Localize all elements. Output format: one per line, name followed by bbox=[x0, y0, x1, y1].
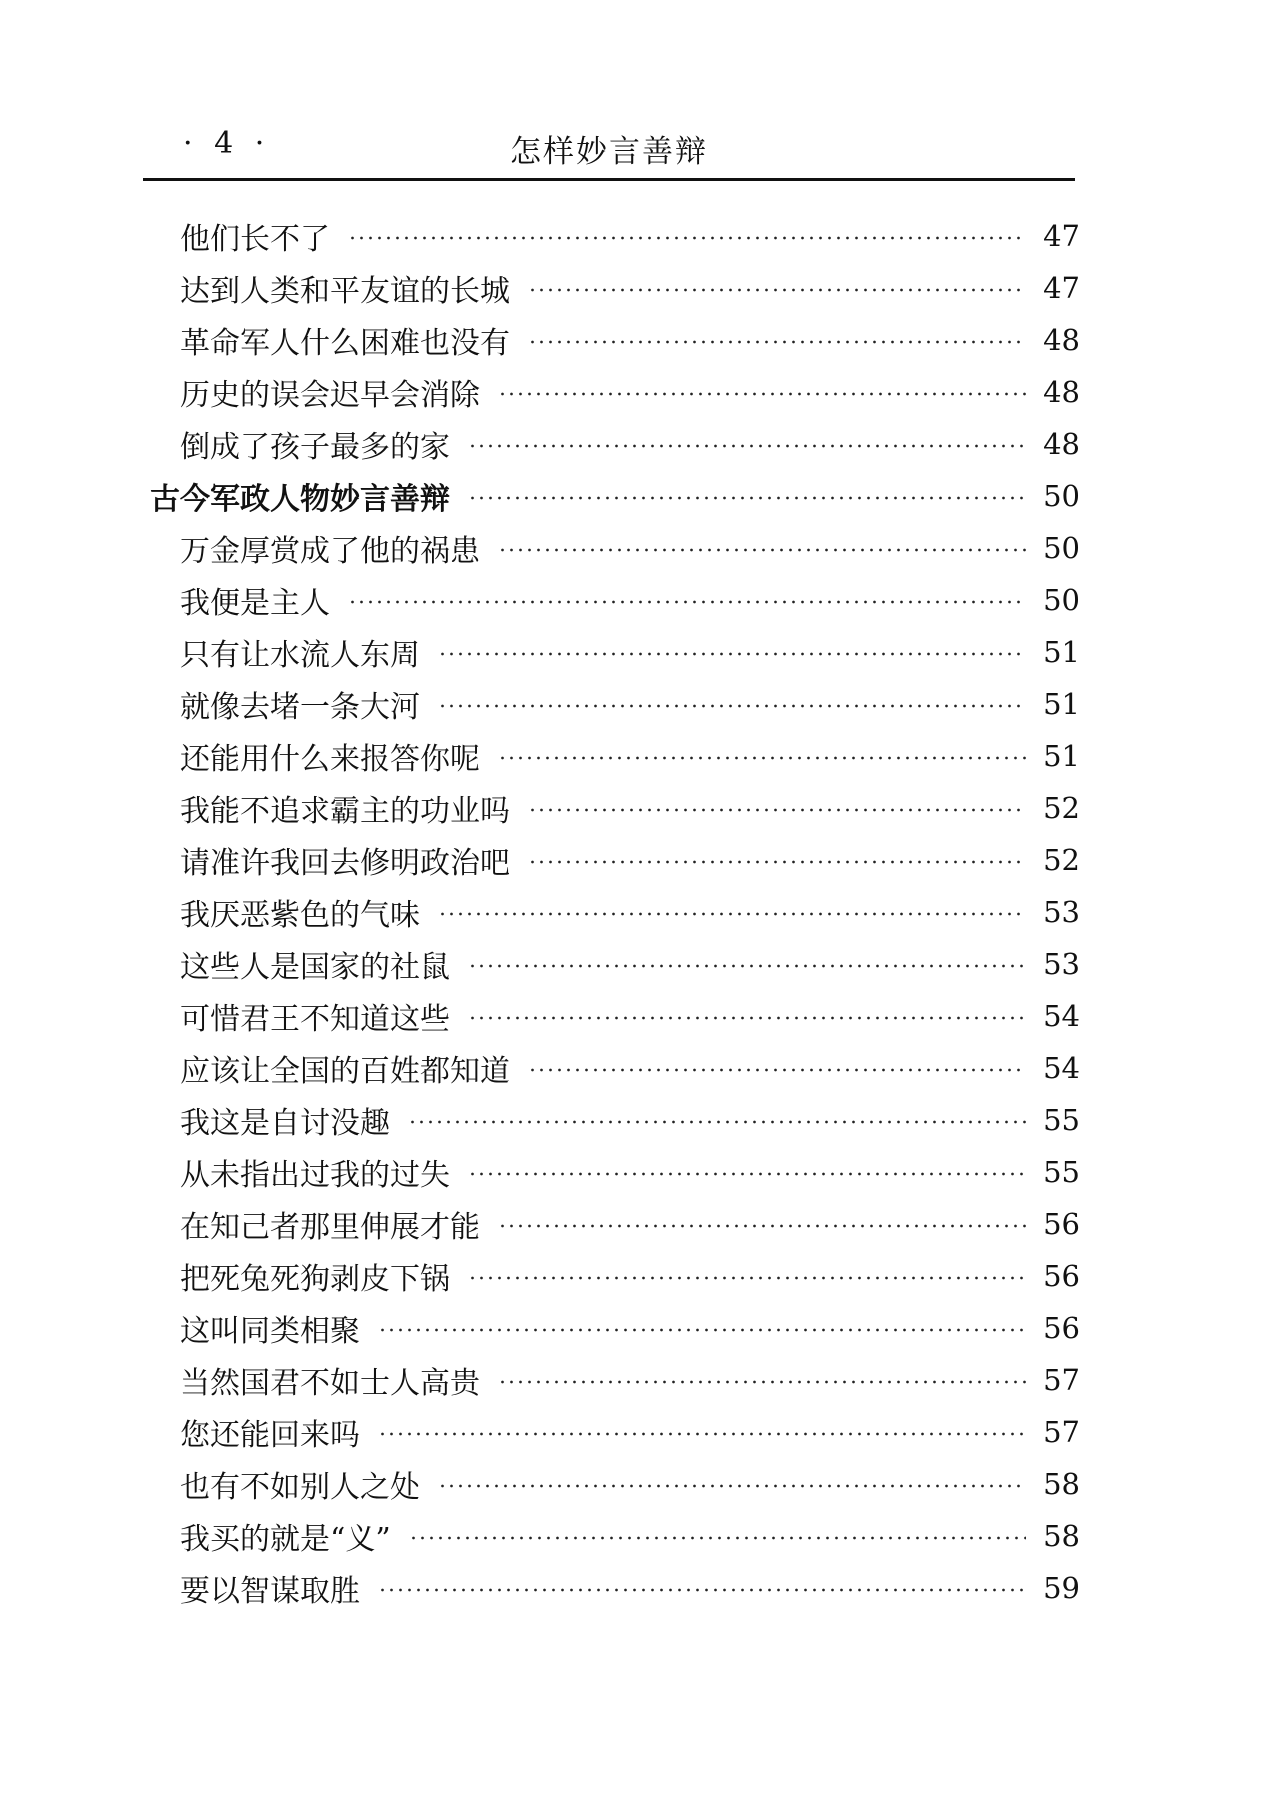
toc-entry-title: 革命军人什么困难也没有 bbox=[180, 326, 510, 361]
dot-leader bbox=[468, 496, 1026, 500]
toc-entry-title: 我买的就是“义” bbox=[180, 1522, 391, 1557]
toc-section-row bbox=[150, 470, 1080, 522]
toc-entry-row bbox=[150, 938, 1080, 990]
toc-entry-row bbox=[150, 678, 1080, 730]
dot-leader bbox=[528, 340, 1026, 344]
dot-leader bbox=[468, 1016, 1026, 1020]
toc-entry-title: 也有不如别人之处 bbox=[180, 1470, 420, 1505]
toc-page-number: 55 bbox=[1043, 1155, 1080, 1189]
toc-entry-row bbox=[150, 1094, 1080, 1146]
dot-leader bbox=[498, 1380, 1026, 1384]
dot-leader bbox=[498, 392, 1026, 396]
dot-leader bbox=[438, 652, 1026, 656]
toc-page-number: 52 bbox=[1043, 791, 1080, 825]
toc-page-number: 57 bbox=[1043, 1363, 1080, 1397]
toc-page-number: 51 bbox=[1043, 687, 1080, 721]
toc-entry-title: 古今军政人物妙言善辩 bbox=[150, 482, 450, 517]
toc-page-number: 59 bbox=[1043, 1571, 1080, 1605]
toc-entry-title: 请准许我回去修明政治吧 bbox=[180, 846, 510, 881]
toc-entry-row bbox=[150, 1042, 1080, 1094]
dot-leader bbox=[348, 600, 1026, 604]
toc-entry-row bbox=[150, 782, 1080, 834]
dot-leader bbox=[528, 1068, 1026, 1072]
toc-page-number: 50 bbox=[1043, 531, 1080, 565]
toc-entry-row bbox=[150, 418, 1080, 470]
toc-entry-title: 倒成了孩子最多的家 bbox=[180, 430, 450, 465]
dot-leader bbox=[378, 1588, 1026, 1592]
dot-leader bbox=[378, 1328, 1026, 1332]
toc-entry-title: 只有让水流人东周 bbox=[180, 638, 420, 673]
toc-entry-title: 您还能回来吗 bbox=[180, 1418, 360, 1453]
toc-entry-title: 我能不追求霸主的功业吗 bbox=[180, 794, 510, 829]
dot-leader bbox=[498, 756, 1026, 760]
toc-entry-title: 把死兔死狗剥皮下锅 bbox=[180, 1262, 450, 1297]
toc-entry-row bbox=[150, 1146, 1080, 1198]
toc-entry-title: 历史的误会迟早会消除 bbox=[180, 378, 480, 413]
dot-leader bbox=[409, 1536, 1026, 1540]
toc-entry-row bbox=[150, 730, 1080, 782]
dot-leader bbox=[348, 236, 1026, 240]
dot-leader bbox=[438, 704, 1026, 708]
dot-leader bbox=[498, 1224, 1026, 1228]
toc-entry-title: 可惜君王不知道这些 bbox=[180, 1002, 450, 1037]
toc-page-number: 50 bbox=[1043, 583, 1080, 617]
toc-entry-title: 我便是主人 bbox=[180, 586, 330, 621]
page-number: · 4 · bbox=[183, 126, 271, 161]
toc-entry-title: 在知己者那里伸展才能 bbox=[180, 1210, 480, 1245]
toc-page-number: 57 bbox=[1043, 1415, 1080, 1449]
toc-entry-row bbox=[150, 1510, 1080, 1562]
dot-leader bbox=[528, 288, 1026, 292]
toc-page-number: 56 bbox=[1043, 1311, 1080, 1345]
dot-leader bbox=[498, 548, 1026, 552]
toc-page-number: 51 bbox=[1043, 739, 1080, 773]
toc-page-number: 56 bbox=[1043, 1207, 1080, 1241]
dot-leader bbox=[468, 1172, 1026, 1176]
toc-entry-row bbox=[150, 1458, 1080, 1510]
toc-entry-row bbox=[150, 366, 1080, 418]
toc-entry-row bbox=[150, 574, 1080, 626]
toc-entry-title: 从未指出过我的过失 bbox=[180, 1158, 450, 1193]
toc-entry-title: 这叫同类相聚 bbox=[180, 1314, 360, 1349]
toc-page-number: 47 bbox=[1043, 219, 1080, 253]
dot-leader bbox=[438, 1484, 1026, 1488]
toc-entry-row bbox=[150, 1250, 1080, 1302]
toc-page-number: 58 bbox=[1043, 1519, 1080, 1553]
toc-entry-row bbox=[150, 210, 1080, 262]
toc-entry-title: 要以智谋取胜 bbox=[180, 1574, 360, 1609]
toc-page-number: 55 bbox=[1043, 1103, 1080, 1137]
running-title: 怎样妙言善辩 bbox=[510, 134, 708, 170]
toc-entry-row bbox=[150, 990, 1080, 1042]
toc-entry-row bbox=[150, 1406, 1080, 1458]
toc-entry-title: 万金厚赏成了他的祸患 bbox=[180, 534, 480, 569]
toc-entry-title: 他们长不了 bbox=[180, 222, 330, 257]
toc-page-number: 48 bbox=[1043, 427, 1080, 461]
toc-page-number: 51 bbox=[1043, 635, 1080, 669]
toc-entry-row bbox=[150, 1302, 1080, 1354]
toc-entry-row bbox=[150, 1562, 1080, 1614]
toc-page-number: 48 bbox=[1043, 323, 1080, 357]
toc-entry-row bbox=[150, 834, 1080, 886]
toc-entry-row bbox=[150, 522, 1080, 574]
toc-page-number: 53 bbox=[1043, 947, 1080, 981]
toc-page-number: 47 bbox=[1043, 271, 1080, 305]
toc-entry-row bbox=[150, 626, 1080, 678]
toc-entry-row bbox=[150, 1354, 1080, 1406]
toc-page-number: 53 bbox=[1043, 895, 1080, 929]
dot-leader bbox=[528, 860, 1026, 864]
toc-entry-title: 应该让全国的百姓都知道 bbox=[180, 1054, 510, 1089]
toc-page-number: 52 bbox=[1043, 843, 1080, 877]
dot-leader bbox=[408, 1120, 1026, 1124]
toc-page-number: 54 bbox=[1043, 1051, 1080, 1085]
page-header bbox=[143, 120, 1075, 181]
dot-leader bbox=[468, 1276, 1026, 1280]
toc-page-number: 48 bbox=[1043, 375, 1080, 409]
toc-entry-title: 这些人是国家的社鼠 bbox=[180, 950, 450, 985]
dot-leader bbox=[468, 964, 1026, 968]
toc-entry-title: 还能用什么来报答你呢 bbox=[180, 742, 480, 777]
toc-entry-row bbox=[150, 314, 1080, 366]
toc-entry-row bbox=[150, 886, 1080, 938]
toc-entry-row bbox=[150, 262, 1080, 314]
dot-leader bbox=[528, 808, 1026, 812]
toc-entry-title: 就像去堵一条大河 bbox=[180, 690, 420, 725]
toc-entry-title: 我这是自讨没趣 bbox=[180, 1106, 390, 1141]
toc-entry-row bbox=[150, 1198, 1080, 1250]
toc-page-number: 56 bbox=[1043, 1259, 1080, 1293]
dot-leader bbox=[468, 444, 1026, 448]
dot-leader bbox=[378, 1432, 1026, 1436]
toc-entry-title: 我厌恶紫色的气味 bbox=[180, 898, 420, 933]
dot-leader bbox=[438, 912, 1026, 916]
toc-entry-title: 当然国君不如士人高贵 bbox=[180, 1366, 480, 1401]
toc-page-number: 58 bbox=[1043, 1467, 1080, 1501]
table-of-contents bbox=[150, 210, 1080, 1614]
toc-entry-title: 达到人类和平友谊的长城 bbox=[180, 274, 510, 309]
toc-page-number: 50 bbox=[1043, 479, 1080, 513]
toc-page-number: 54 bbox=[1043, 999, 1080, 1033]
